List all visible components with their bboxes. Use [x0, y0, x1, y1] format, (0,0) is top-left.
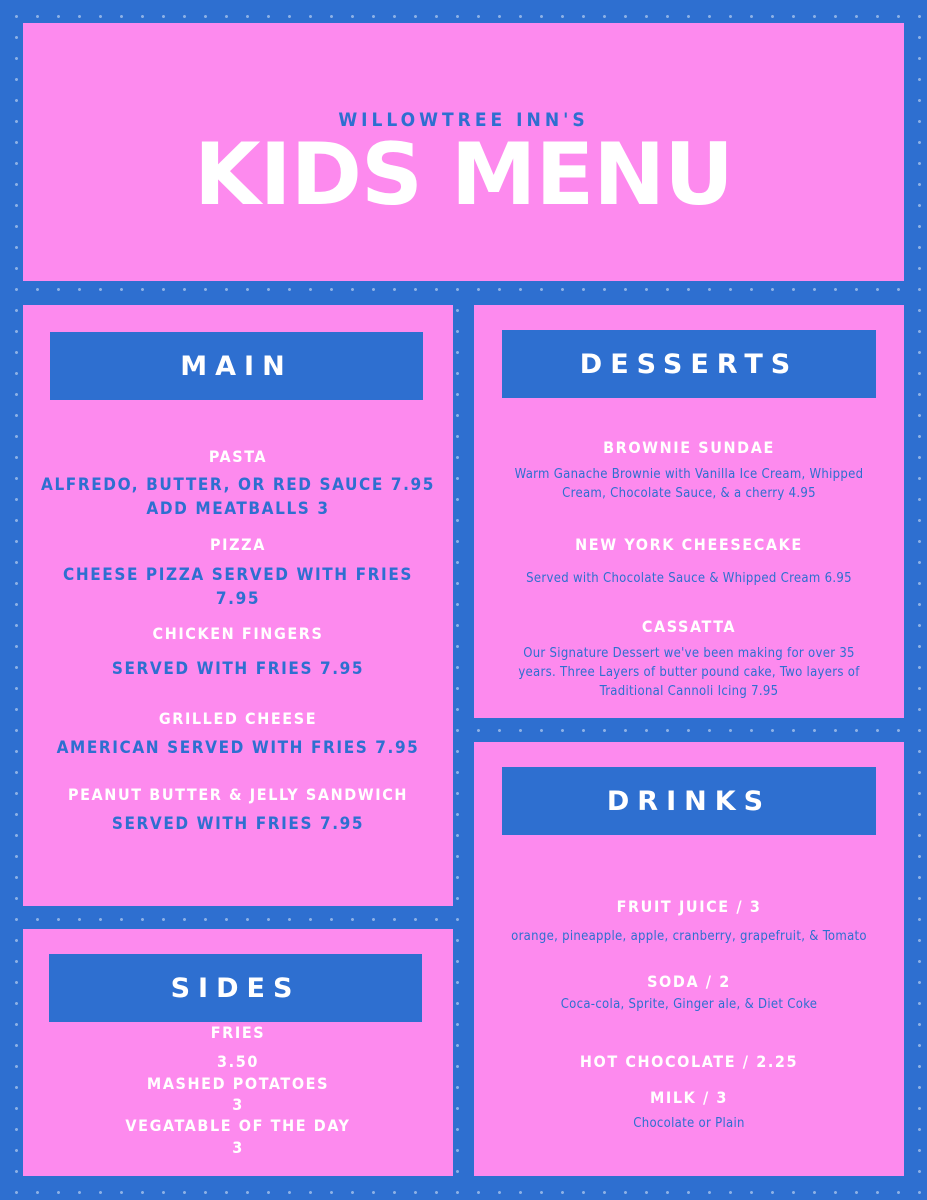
- soda-description: Coca-cola, Sprite, Ginger ale, & Diet Coke: [560, 997, 818, 1012]
- pbj-description: SERVED WITH FRIES 7.95: [111, 814, 365, 834]
- desserts-heading: DESSERTS: [502, 330, 876, 398]
- mashed-potatoes-name: MASHED POTATOES: [146, 1074, 330, 1093]
- brownie-description: Warm Ganache Brownie with Vanilla Ice Cream, Whipped Cream, Chocolate Sauce, & a cherry 4.95: [514, 467, 864, 501]
- menu-title: KIDS MENU: [193, 125, 734, 225]
- pbj-name: PEANUT BUTTER & JELLY SANDWICH: [67, 785, 409, 804]
- vegetable-price: 3: [232, 1138, 244, 1157]
- pasta-addon: ADD MEATBALLS 3: [146, 499, 330, 519]
- fruit-juice-name: FRUIT JUICE / 3: [616, 897, 762, 916]
- main-heading: MAIN: [50, 332, 423, 400]
- hot-chocolate-name: HOT CHOCOLATE / 2.25: [579, 1052, 799, 1071]
- cassatta-description: Our Signature Dessert we've been making for over 35 years. Three Layers of butter pound cake, Two layers of Traditional Cannoli Icing 7.95: [518, 646, 860, 699]
- brownie-name: BROWNIE SUNDAE: [603, 438, 775, 457]
- soda-name: SODA / 2: [647, 972, 731, 991]
- pasta-options: ALFREDO, BUTTER, OR RED SAUCE 7.95: [41, 475, 435, 495]
- drinks-heading: DRINKS: [502, 767, 876, 835]
- milk-description: Chocolate or Plain: [633, 1116, 745, 1131]
- desserts-section: [474, 305, 904, 718]
- fruit-juice-description: orange, pineapple, apple, cranberry, grapefruit, & Tomato: [511, 929, 867, 944]
- chicken-description: SERVED WITH FRIES 7.95: [111, 659, 365, 679]
- mashed-potatoes-price: 3: [232, 1095, 244, 1114]
- restaurant-name: WILLOWTREE INN'S: [338, 109, 589, 131]
- fries-price: 3.50: [217, 1052, 259, 1071]
- grilled-cheese-name: GRILLED CHEESE: [158, 709, 318, 728]
- grilled-cheese-description: AMERICAN SERVED WITH FRIES 7.95: [56, 738, 420, 758]
- pizza-name: PIZZA: [210, 535, 266, 554]
- pizza-price: 7.95: [215, 589, 261, 609]
- pizza-description: CHEESE PIZZA SERVED WITH FRIES: [63, 565, 413, 585]
- vegetable-name: VEGATABLE OF THE DAY: [125, 1116, 351, 1135]
- sides-heading: SIDES: [49, 954, 422, 1022]
- sides-section: [23, 929, 453, 1176]
- cheesecake-name: NEW YORK CHEESECAKE: [575, 535, 803, 554]
- main-section: [23, 305, 453, 906]
- drinks-section: [474, 742, 904, 1176]
- header-panel: [23, 23, 904, 281]
- cassatta-name: CASSATTA: [641, 617, 737, 636]
- chicken-name: CHICKEN FINGERS: [152, 624, 324, 643]
- fries-name: FRIES: [210, 1023, 266, 1042]
- cheesecake-description: Served with Chocolate Sauce & Whipped Cream 6.95: [526, 571, 852, 586]
- milk-name: MILK / 3: [649, 1088, 729, 1107]
- pasta-name: PASTA: [208, 447, 268, 466]
